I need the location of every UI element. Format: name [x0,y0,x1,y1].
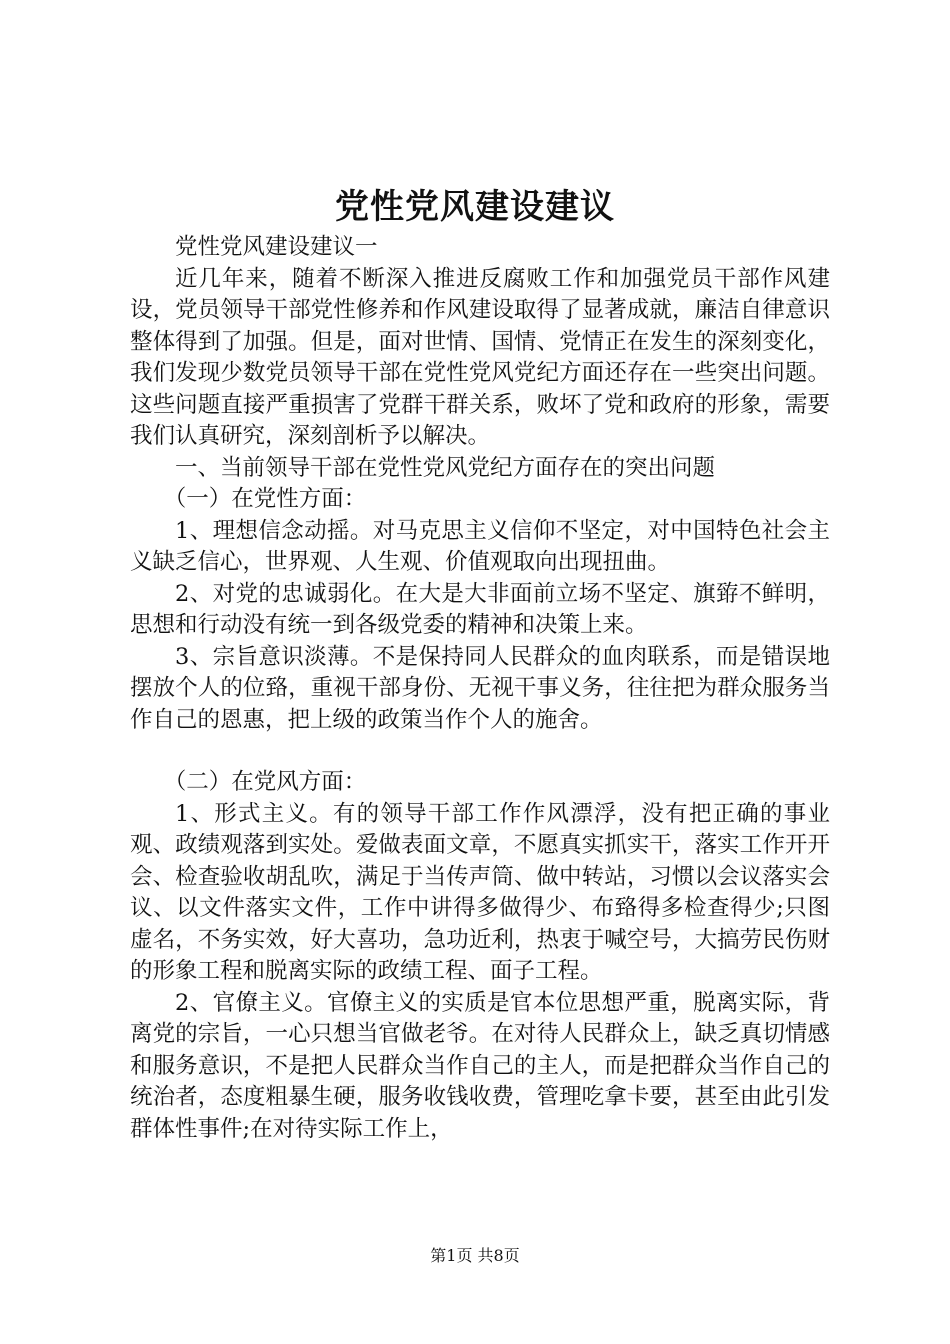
subsection-heading: （二）在党风方面： [163,769,367,795]
document-title: 党性党风建设建议 [335,187,615,227]
body-paragraph: 近几年来，随着不断深入推进反腐败工作和加强党员干部作风建设，党员领导干部党性修养和作风建设取得了显著成就，廉洁自律意识整体得到了加强。但是，面对世情、国情、党情正在发生的深刻变化，我们发现少数党员领导干部在党性党风党纪方面还存在一些突出问题。这些问题直接严重损害了党群干群关系，败坏了党和政府的形象，需要我们认真研究，深刻剖析予以解决。 [130,265,830,449]
body-paragraph: 3、宗旨意识淡薄。不是保持同人民群众的血肉联系，而是错误地摆放个人的位臵，重视干部身份、无视干事义务，往往把为群众服务当作自己的恩惠，把上级的政策当作个人的施舍。 [130,643,830,733]
body-paragraph: 1、理想信念动摇。对马克思主义信仰不坚定，对中国特色社会主义缺乏信心，世界观、人生观、价值观取向出现扭曲。 [130,517,830,575]
page-number-footer: 第1页 共8页 [430,1246,520,1265]
document-body [130,232,830,1145]
body-paragraph: 2、对党的忠诚弱化。在大是大非面前立场不坚定、旗臶不鲜明，思想和行动没有统一到各级党委的精神和决策上来。 [130,580,830,638]
body-paragraph: 2、官僚主义。官僚主义的实质是官本位思想严重，脱离实际，背离党的宗旨，一心只想当官做老爷。在对待人民群众上，缺乏真切情感和服务意识，不是把人民群众当作自己的主人，而是把群众当作自己的统治者，态度粗暴生硬，服务收钱收费，管理吃拿卡要，甚至由此引发群体性事件;在对待实际工作上， [130,989,830,1142]
subsection-heading: （一）在党性方面： [163,486,367,512]
body-paragraph: 1、形式主义。有的领导干部工作作风漂浮，没有把正确的事业观、政绩观落到实处。爱做表面文章，不愿真实抓实干，落实工作开开会、检查验收胡乱吹，满足于当传声筒、做中转站，习惯以会议落实会议、以文件落实文件，工作中讲得多做得少、布臵得多检查得少;只图虚名，不务实效，好大喜功，急功近利，热衷于喊空号，大搞劳民伤财的形象工程和脱离实际的政绩工程、面子工程。 [130,800,830,984]
body-paragraph: 党性党风建设建议一 [175,234,378,260]
section-heading: 一、当前领导干部在党性党风党纪方面存在的突出问题 [175,454,716,481]
